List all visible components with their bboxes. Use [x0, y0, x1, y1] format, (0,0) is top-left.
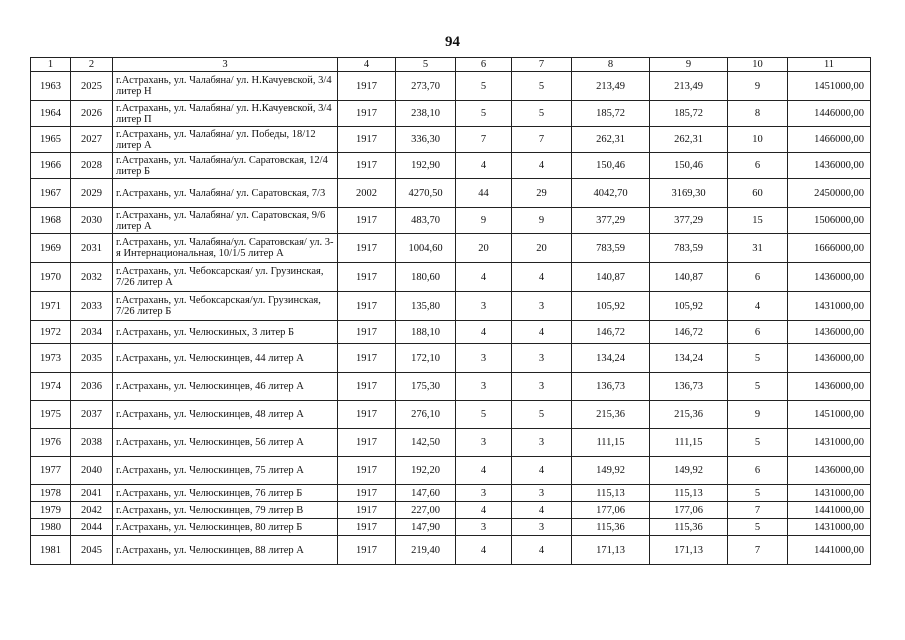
- table-cell: 3: [456, 429, 512, 457]
- address-cell: г.Астрахань, ул. Чалабяна/ ул. Саратовская, 7/3: [113, 179, 338, 208]
- table-cell: 135,80: [396, 292, 456, 321]
- table-cell: 1431000,00: [788, 292, 871, 321]
- housing-registry-table: [30, 57, 871, 565]
- table-cell: 171,13: [650, 536, 728, 565]
- table-cell: 4: [512, 153, 572, 179]
- table-cell: 783,59: [650, 234, 728, 263]
- header-row: [31, 58, 871, 72]
- header-cell: 2: [71, 58, 113, 72]
- address-cell: г.Астрахань, ул. Челюскинцев, 76 литер Б: [113, 485, 338, 502]
- table-cell: 140,87: [572, 263, 650, 292]
- table-cell: 9: [512, 208, 572, 234]
- table-cell: 1917: [338, 502, 396, 519]
- table-cell: 6: [728, 263, 788, 292]
- table-cell: 5: [728, 344, 788, 373]
- table-cell: 105,92: [572, 292, 650, 321]
- table-cell: 142,50: [396, 429, 456, 457]
- table-cell: 149,92: [650, 457, 728, 485]
- table-cell: 2025: [71, 72, 113, 101]
- table-row: [31, 344, 871, 373]
- table-cell: 20: [512, 234, 572, 263]
- table-cell: 3: [512, 429, 572, 457]
- table-cell: 15: [728, 208, 788, 234]
- address-cell: г.Астрахань, ул. Чалабяна/ ул. Саратовская, 9/6 литер А: [113, 208, 338, 234]
- table-cell: 2029: [71, 179, 113, 208]
- table-cell: 1917: [338, 344, 396, 373]
- address-cell: г.Астрахань, ул. Челюскинцев, 88 литер А: [113, 536, 338, 565]
- table-cell: 185,72: [572, 101, 650, 127]
- table-cell: 1917: [338, 153, 396, 179]
- table-cell: 2037: [71, 401, 113, 429]
- table-cell: 6: [728, 321, 788, 344]
- table-cell: 2041: [71, 485, 113, 502]
- table-cell: 2035: [71, 344, 113, 373]
- table-cell: 213,49: [650, 72, 728, 101]
- table-cell: 31: [728, 234, 788, 263]
- table-row: [31, 208, 871, 234]
- address-cell: г.Астрахань, ул. Чалабяна/ул. Саратовская, 12/4 литер Б: [113, 153, 338, 179]
- table-cell: 1967: [31, 179, 71, 208]
- table-cell: 7: [456, 127, 512, 153]
- table-row: [31, 153, 871, 179]
- table-cell: 1976: [31, 429, 71, 457]
- table-cell: 1436000,00: [788, 344, 871, 373]
- table-cell: 150,46: [572, 153, 650, 179]
- table-cell: 115,13: [572, 485, 650, 502]
- table-cell: 115,36: [572, 519, 650, 536]
- table-cell: 4270,50: [396, 179, 456, 208]
- table-cell: 5: [512, 401, 572, 429]
- table-cell: 215,36: [650, 401, 728, 429]
- table-cell: 2030: [71, 208, 113, 234]
- header-cell: 4: [338, 58, 396, 72]
- table-cell: 1973: [31, 344, 71, 373]
- table-row: [31, 292, 871, 321]
- table-row: [31, 429, 871, 457]
- table-cell: 3: [456, 373, 512, 401]
- table-cell: 1965: [31, 127, 71, 153]
- table-cell: 7: [512, 127, 572, 153]
- table-cell: 273,70: [396, 72, 456, 101]
- table-cell: 1917: [338, 457, 396, 485]
- table-cell: 1981: [31, 536, 71, 565]
- table-cell: 2027: [71, 127, 113, 153]
- address-cell: г.Астрахань, ул. Чалабяна/ул. Саратовская/ ул. 3-я Интернациональная, 10/1/5 литер А: [113, 234, 338, 263]
- table-cell: 262,31: [572, 127, 650, 153]
- table-cell: 2028: [71, 153, 113, 179]
- table-cell: 177,06: [572, 502, 650, 519]
- table-cell: 4: [456, 153, 512, 179]
- table-cell: 483,70: [396, 208, 456, 234]
- table-cell: 4: [456, 321, 512, 344]
- table-cell: 149,92: [572, 457, 650, 485]
- address-cell: г.Астрахань, ул. Чебоксарская/ул. Грузинская, 7/26 литер Б: [113, 292, 338, 321]
- table-cell: 5: [728, 429, 788, 457]
- table-cell: 9: [728, 72, 788, 101]
- table-cell: 3: [456, 519, 512, 536]
- table-cell: 783,59: [572, 234, 650, 263]
- header-cell: 3: [113, 58, 338, 72]
- table-cell: 1436000,00: [788, 457, 871, 485]
- table-cell: 146,72: [572, 321, 650, 344]
- table-cell: 2450000,00: [788, 179, 871, 208]
- table-cell: 227,00: [396, 502, 456, 519]
- table-cell: 4: [512, 502, 572, 519]
- table-cell: 1969: [31, 234, 71, 263]
- table-cell: 3: [512, 373, 572, 401]
- table-cell: 192,90: [396, 153, 456, 179]
- table-row: [31, 401, 871, 429]
- table-cell: 1446000,00: [788, 101, 871, 127]
- table-cell: 8: [728, 101, 788, 127]
- table-cell: 3169,30: [650, 179, 728, 208]
- table-cell: 1436000,00: [788, 321, 871, 344]
- address-cell: г.Астрахань, ул. Челюскинцев, 56 литер А: [113, 429, 338, 457]
- table-cell: 2044: [71, 519, 113, 536]
- table-body: [31, 72, 871, 565]
- table-cell: 147,60: [396, 485, 456, 502]
- table-row: [31, 179, 871, 208]
- table-cell: 134,24: [572, 344, 650, 373]
- table-cell: 2036: [71, 373, 113, 401]
- table-cell: 2034: [71, 321, 113, 344]
- table-cell: 60: [728, 179, 788, 208]
- table-cell: 262,31: [650, 127, 728, 153]
- table-cell: 4: [456, 502, 512, 519]
- table-cell: 1466000,00: [788, 127, 871, 153]
- table-cell: 1917: [338, 127, 396, 153]
- table-cell: 3: [456, 485, 512, 502]
- table-row: [31, 127, 871, 153]
- table-row: [31, 101, 871, 127]
- table-cell: 3: [512, 344, 572, 373]
- table-cell: 2002: [338, 179, 396, 208]
- table-cell: 1441000,00: [788, 502, 871, 519]
- table-row: [31, 519, 871, 536]
- table-cell: 4: [728, 292, 788, 321]
- table-row: [31, 72, 871, 101]
- table-row: [31, 373, 871, 401]
- table-cell: 1431000,00: [788, 485, 871, 502]
- table-cell: 29: [512, 179, 572, 208]
- header-cell: 8: [572, 58, 650, 72]
- header-cell: 6: [456, 58, 512, 72]
- table-cell: 377,29: [572, 208, 650, 234]
- table-cell: 185,72: [650, 101, 728, 127]
- table-cell: 146,72: [650, 321, 728, 344]
- table-cell: 2040: [71, 457, 113, 485]
- table-row: [31, 457, 871, 485]
- table-cell: 134,24: [650, 344, 728, 373]
- header-cell: 9: [650, 58, 728, 72]
- address-cell: г.Астрахань, ул. Челюскинцев, 79 литер В: [113, 502, 338, 519]
- table-cell: 1978: [31, 485, 71, 502]
- table-cell: 7: [728, 502, 788, 519]
- table-cell: 192,20: [396, 457, 456, 485]
- table-cell: 6: [728, 153, 788, 179]
- table-cell: 2042: [71, 502, 113, 519]
- table-cell: 105,92: [650, 292, 728, 321]
- table-cell: 4042,70: [572, 179, 650, 208]
- table-cell: 9: [456, 208, 512, 234]
- table-cell: 1506000,00: [788, 208, 871, 234]
- table-cell: 188,10: [396, 321, 456, 344]
- table-cell: 1436000,00: [788, 153, 871, 179]
- table-cell: 1917: [338, 292, 396, 321]
- header-cell: 7: [512, 58, 572, 72]
- table-cell: 4: [512, 457, 572, 485]
- table-cell: 2031: [71, 234, 113, 263]
- table-cell: 5: [456, 72, 512, 101]
- table-cell: 215,36: [572, 401, 650, 429]
- address-cell: г.Астрахань, ул. Челюскинцев, 48 литер А: [113, 401, 338, 429]
- table-cell: 5: [728, 485, 788, 502]
- table-cell: 20: [456, 234, 512, 263]
- table-cell: 1971: [31, 292, 71, 321]
- table-cell: 2026: [71, 101, 113, 127]
- address-cell: г.Астрахань, ул. Челюскинцев, 75 литер А: [113, 457, 338, 485]
- table-cell: 10: [728, 127, 788, 153]
- table-cell: 111,15: [650, 429, 728, 457]
- table-row: [31, 263, 871, 292]
- table-cell: 1917: [338, 234, 396, 263]
- table-cell: 2033: [71, 292, 113, 321]
- table-cell: 219,40: [396, 536, 456, 565]
- table-cell: 1917: [338, 263, 396, 292]
- table-cell: 136,73: [572, 373, 650, 401]
- table-cell: 115,13: [650, 485, 728, 502]
- address-cell: г.Астрахань, ул. Челюскиных, 3 литер Б: [113, 321, 338, 344]
- address-cell: г.Астрахань, ул. Чалабяна/ ул. Победы, 18/12 литер А: [113, 127, 338, 153]
- table-cell: 111,15: [572, 429, 650, 457]
- table-cell: 1431000,00: [788, 429, 871, 457]
- table-cell: 1975: [31, 401, 71, 429]
- table-cell: 1917: [338, 401, 396, 429]
- table-cell: 1917: [338, 101, 396, 127]
- table-cell: 1979: [31, 502, 71, 519]
- table-cell: 1977: [31, 457, 71, 485]
- table-cell: 6: [728, 457, 788, 485]
- table-cell: 177,06: [650, 502, 728, 519]
- table-cell: 1917: [338, 429, 396, 457]
- address-cell: г.Астрахань, ул. Чалабяна/ ул. Н.Качуевской, 3/4 литер П: [113, 101, 338, 127]
- table-cell: 1436000,00: [788, 263, 871, 292]
- table-cell: 4: [512, 263, 572, 292]
- table-cell: 115,36: [650, 519, 728, 536]
- table-cell: 238,10: [396, 101, 456, 127]
- table-cell: 44: [456, 179, 512, 208]
- table-cell: 1917: [338, 208, 396, 234]
- table-cell: 1917: [338, 536, 396, 565]
- table-cell: 1917: [338, 373, 396, 401]
- table-cell: 171,13: [572, 536, 650, 565]
- table-cell: 1963: [31, 72, 71, 101]
- table-cell: 213,49: [572, 72, 650, 101]
- table-cell: 5: [728, 373, 788, 401]
- table-cell: 3: [512, 485, 572, 502]
- header-cell: 5: [396, 58, 456, 72]
- table-cell: 180,60: [396, 263, 456, 292]
- table-row: [31, 485, 871, 502]
- table-cell: 9: [728, 401, 788, 429]
- table-cell: 1917: [338, 72, 396, 101]
- table-cell: 1917: [338, 321, 396, 344]
- address-cell: г.Астрахань, ул. Челюскинцев, 46 литер А: [113, 373, 338, 401]
- table-cell: 3: [512, 292, 572, 321]
- table-cell: 1974: [31, 373, 71, 401]
- table-cell: 2038: [71, 429, 113, 457]
- table-cell: 5: [512, 72, 572, 101]
- table-cell: 175,30: [396, 373, 456, 401]
- table-cell: 1436000,00: [788, 373, 871, 401]
- table-cell: 1451000,00: [788, 401, 871, 429]
- table-row: [31, 536, 871, 565]
- table-cell: 136,73: [650, 373, 728, 401]
- table-cell: 1966: [31, 153, 71, 179]
- table-cell: 3: [512, 519, 572, 536]
- table-cell: 147,90: [396, 519, 456, 536]
- table-cell: 1970: [31, 263, 71, 292]
- table-cell: 1431000,00: [788, 519, 871, 536]
- table-cell: 172,10: [396, 344, 456, 373]
- table-cell: 4: [456, 263, 512, 292]
- address-cell: г.Астрахань, ул. Челюскинцев, 80 литер Б: [113, 519, 338, 536]
- table-cell: 4: [512, 321, 572, 344]
- address-cell: г.Астрахань, ул. Чалабяна/ ул. Н.Качуевской, 3/4 литер Н: [113, 72, 338, 101]
- table-cell: 276,10: [396, 401, 456, 429]
- table-cell: 3: [456, 344, 512, 373]
- table-cell: 4: [512, 536, 572, 565]
- table-cell: 336,30: [396, 127, 456, 153]
- table-cell: 377,29: [650, 208, 728, 234]
- header-cell: 11: [788, 58, 871, 72]
- table-cell: 1917: [338, 485, 396, 502]
- table-cell: 4: [456, 457, 512, 485]
- table-row: [31, 502, 871, 519]
- table-cell: 1004,60: [396, 234, 456, 263]
- header-cell: 10: [728, 58, 788, 72]
- table-row: [31, 321, 871, 344]
- table-cell: 5: [512, 101, 572, 127]
- table-cell: 2045: [71, 536, 113, 565]
- table-cell: 1441000,00: [788, 536, 871, 565]
- table-cell: 1917: [338, 519, 396, 536]
- table-row: [31, 234, 871, 263]
- table-cell: 1972: [31, 321, 71, 344]
- table-cell: 140,87: [650, 263, 728, 292]
- table-cell: 1666000,00: [788, 234, 871, 263]
- table-cell: 2032: [71, 263, 113, 292]
- table-cell: 5: [456, 101, 512, 127]
- table-cell: 7: [728, 536, 788, 565]
- address-cell: г.Астрахань, ул. Челюскинцев, 44 литер А: [113, 344, 338, 373]
- table-cell: 5: [728, 519, 788, 536]
- header-cell: 1: [31, 58, 71, 72]
- table-cell: 3: [456, 292, 512, 321]
- page-number: 94: [445, 34, 460, 50]
- table-cell: 4: [456, 536, 512, 565]
- table-cell: 1980: [31, 519, 71, 536]
- address-cell: г.Астрахань, ул. Чебоксарская/ ул. Грузинская, 7/26 литер А: [113, 263, 338, 292]
- table-cell: 1968: [31, 208, 71, 234]
- table-cell: 1964: [31, 101, 71, 127]
- table-cell: 150,46: [650, 153, 728, 179]
- table-cell: 5: [456, 401, 512, 429]
- table-cell: 1451000,00: [788, 72, 871, 101]
